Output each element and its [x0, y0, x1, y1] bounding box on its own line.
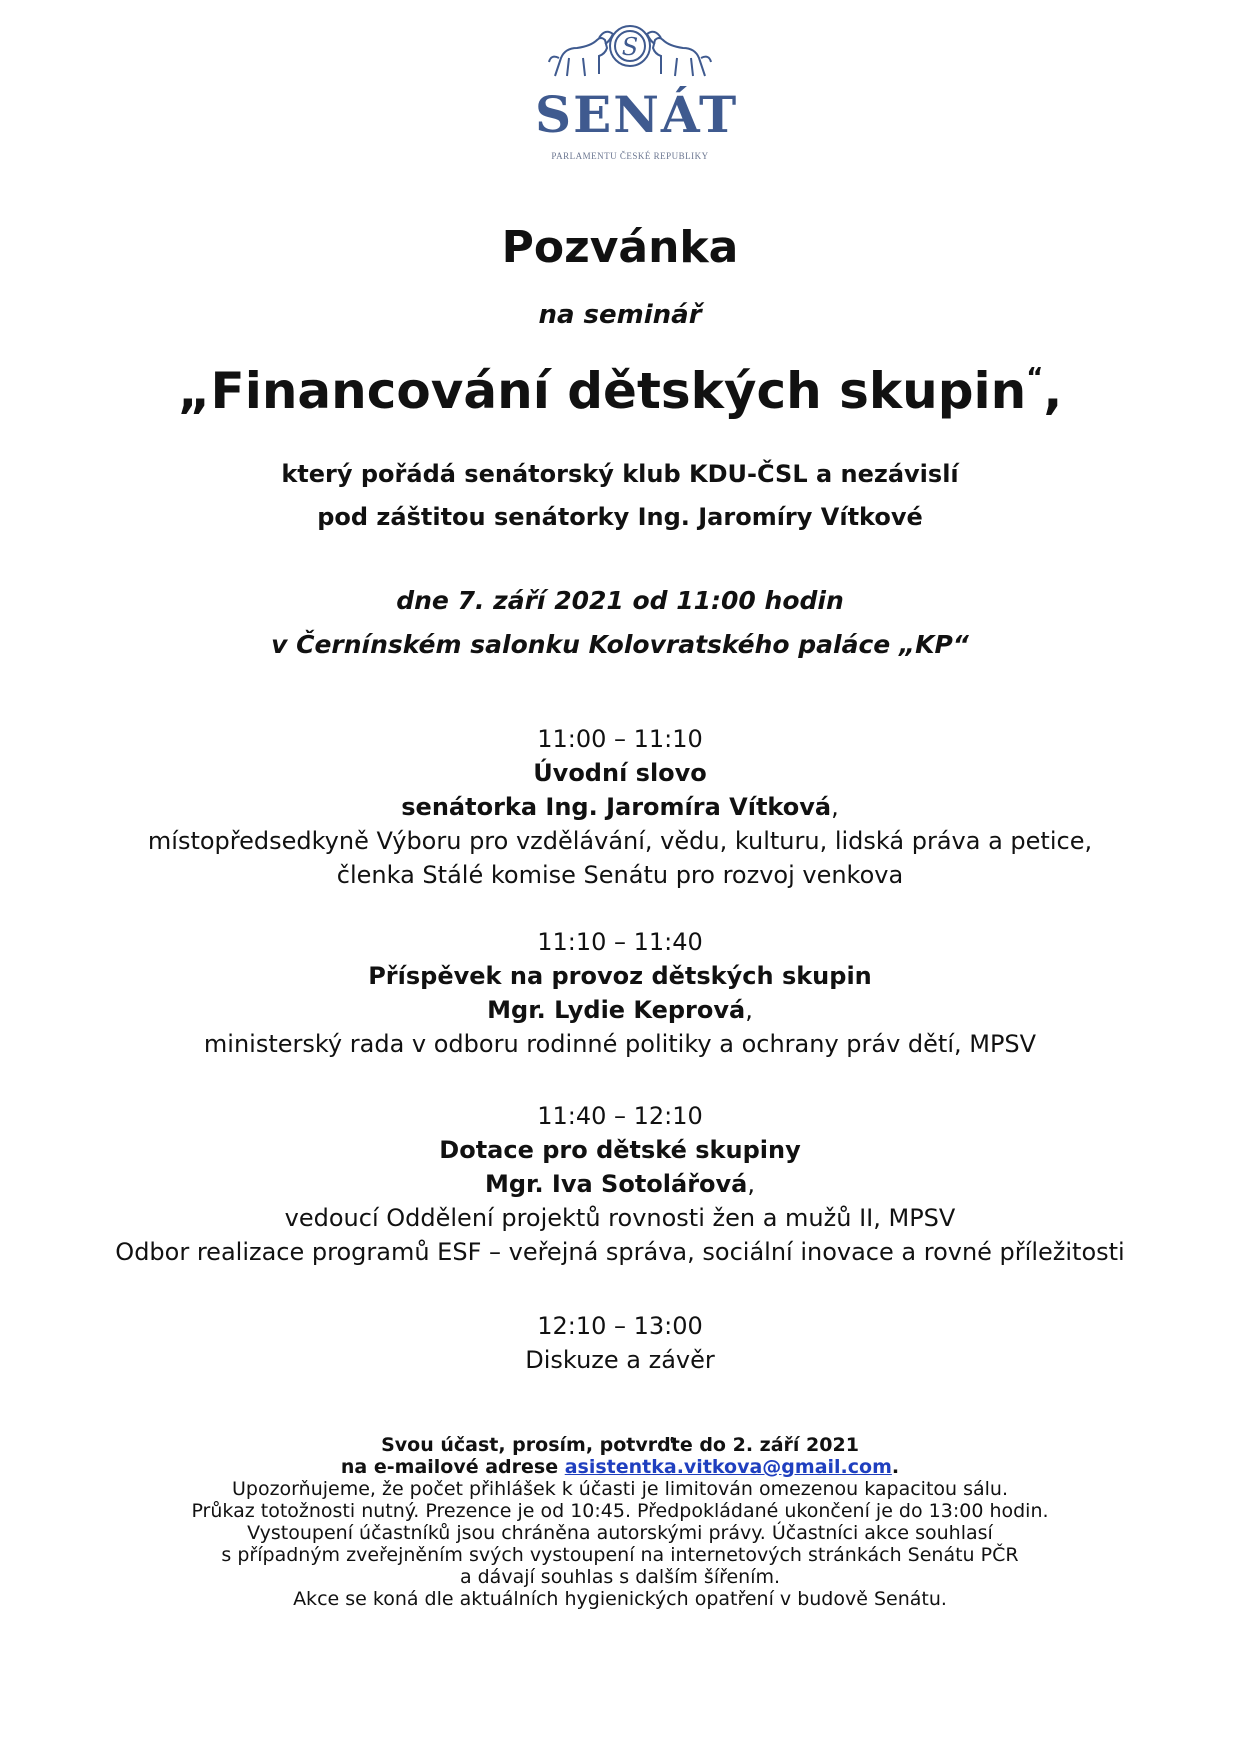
speaker-suffix: , [831, 793, 839, 821]
seminar-name: Financování dětských skupin [210, 362, 1027, 420]
program-speaker-line [0, 1167, 1240, 1201]
email-prefix: na e-mailové adrese [340, 1456, 565, 1478]
program-item [0, 1309, 1240, 1377]
close-quote: “ [1026, 363, 1044, 393]
program-speaker: Mgr. Iva Sotolářová [484, 1170, 748, 1198]
program-detail: místopředsedkyně Výboru pro vzdělávání, vědu, kulturu, lidská práva a petice, [147, 827, 1093, 855]
invitation-title: Pozvánka [501, 222, 739, 273]
program-item [0, 925, 1240, 1061]
program-item [0, 722, 1240, 892]
seminar-trailing: , [1043, 362, 1063, 420]
senat-logo [535, 18, 739, 168]
lions-emblem-icon [535, 18, 725, 88]
footer-note: Upozorňujeme, že počet přihlášek k účasti je limitován omezenou kapacitou sálu. [231, 1478, 1009, 1500]
rsvp-line: Svou účast, prosím, potvrďte do 2. září 2021 [381, 1434, 859, 1456]
program-time: 11:10 – 11:40 [537, 928, 703, 956]
program-topic: Úvodní slovo [533, 759, 707, 787]
invitation-subtitle: na seminář [538, 300, 702, 330]
program-topic: Dotace pro dětské skupiny [439, 1136, 801, 1164]
organizer-line-1: který pořádá senátorský klub KDU-ČSL a nezávislí [281, 460, 959, 488]
program-time: 11:40 – 12:10 [537, 1102, 703, 1130]
program-speaker: senátorka Ing. Jaromíra Vítková [401, 793, 832, 821]
footer-notes [0, 1434, 1240, 1610]
emblem-letter: S [621, 33, 639, 61]
logo-wordmark: SENÁT [535, 85, 739, 144]
speaker-suffix: , [745, 996, 753, 1024]
program-detail: ministerský rada v odboru rodinné politiky a ochrany práv dětí, MPSV [203, 1030, 1037, 1058]
footer-note: a dávají souhlas s dalším šířením. [459, 1566, 781, 1588]
program-speaker: Mgr. Lydie Keprová [487, 996, 746, 1024]
program-topic: Příspěvek na provoz dětských skupin [368, 962, 872, 990]
footer-note: Akce se koná dle aktuálních hygienických opatření v budově Senátu. [293, 1588, 947, 1610]
organizer-line-2: pod záštitou senátorky Ing. Jaromíry Vítkové [317, 503, 923, 531]
program-item [0, 1099, 1240, 1269]
program-topic: Diskuze a závěr [525, 1346, 715, 1374]
program-time: 11:00 – 11:10 [537, 725, 703, 753]
program-time: 12:10 – 13:00 [537, 1312, 703, 1340]
program-detail: vedoucí Oddělení projektů rovnosti žen a mužů II, MPSV [284, 1204, 956, 1232]
event-place: v Černínském salonku Kolovratského paláce „KP“ [271, 630, 969, 659]
program-speaker-line [0, 790, 1240, 824]
speaker-suffix: , [747, 1170, 756, 1198]
email-link[interactable]: asistentka.vitkova@gmail.com [564, 1456, 892, 1478]
event-date: dne 7. září 2021 od 11:00 hodin [396, 586, 844, 615]
program-detail: Odbor realizace programů ESF – veřejná správa, sociální inovace a rovné příležitosti [115, 1238, 1125, 1266]
program-detail: členka Stálé komise Senátu pro rozvoj venkova [336, 861, 904, 889]
open-quote: „ [177, 362, 211, 420]
footer-note: Vystoupení účastníků jsou chráněna autorskými právy. Účastníci akce souhlasí [247, 1522, 993, 1544]
email-line [0, 1456, 1240, 1478]
footer-note: Průkaz totožnosti nutný. Prezence je od 10:45. Předpokládané ukončení je do 13:00 hodin. [191, 1500, 1049, 1522]
email-suffix: . [891, 1456, 900, 1478]
footer-note: s případným zveřejněním svých vystoupení na internetových stránkách Senátu PČR [221, 1544, 1019, 1566]
logo-subtitle: PARLAMENTU ČESKÉ REPUBLIKY [551, 151, 709, 161]
program-speaker-line [0, 993, 1240, 1027]
seminar-title [0, 362, 1240, 420]
